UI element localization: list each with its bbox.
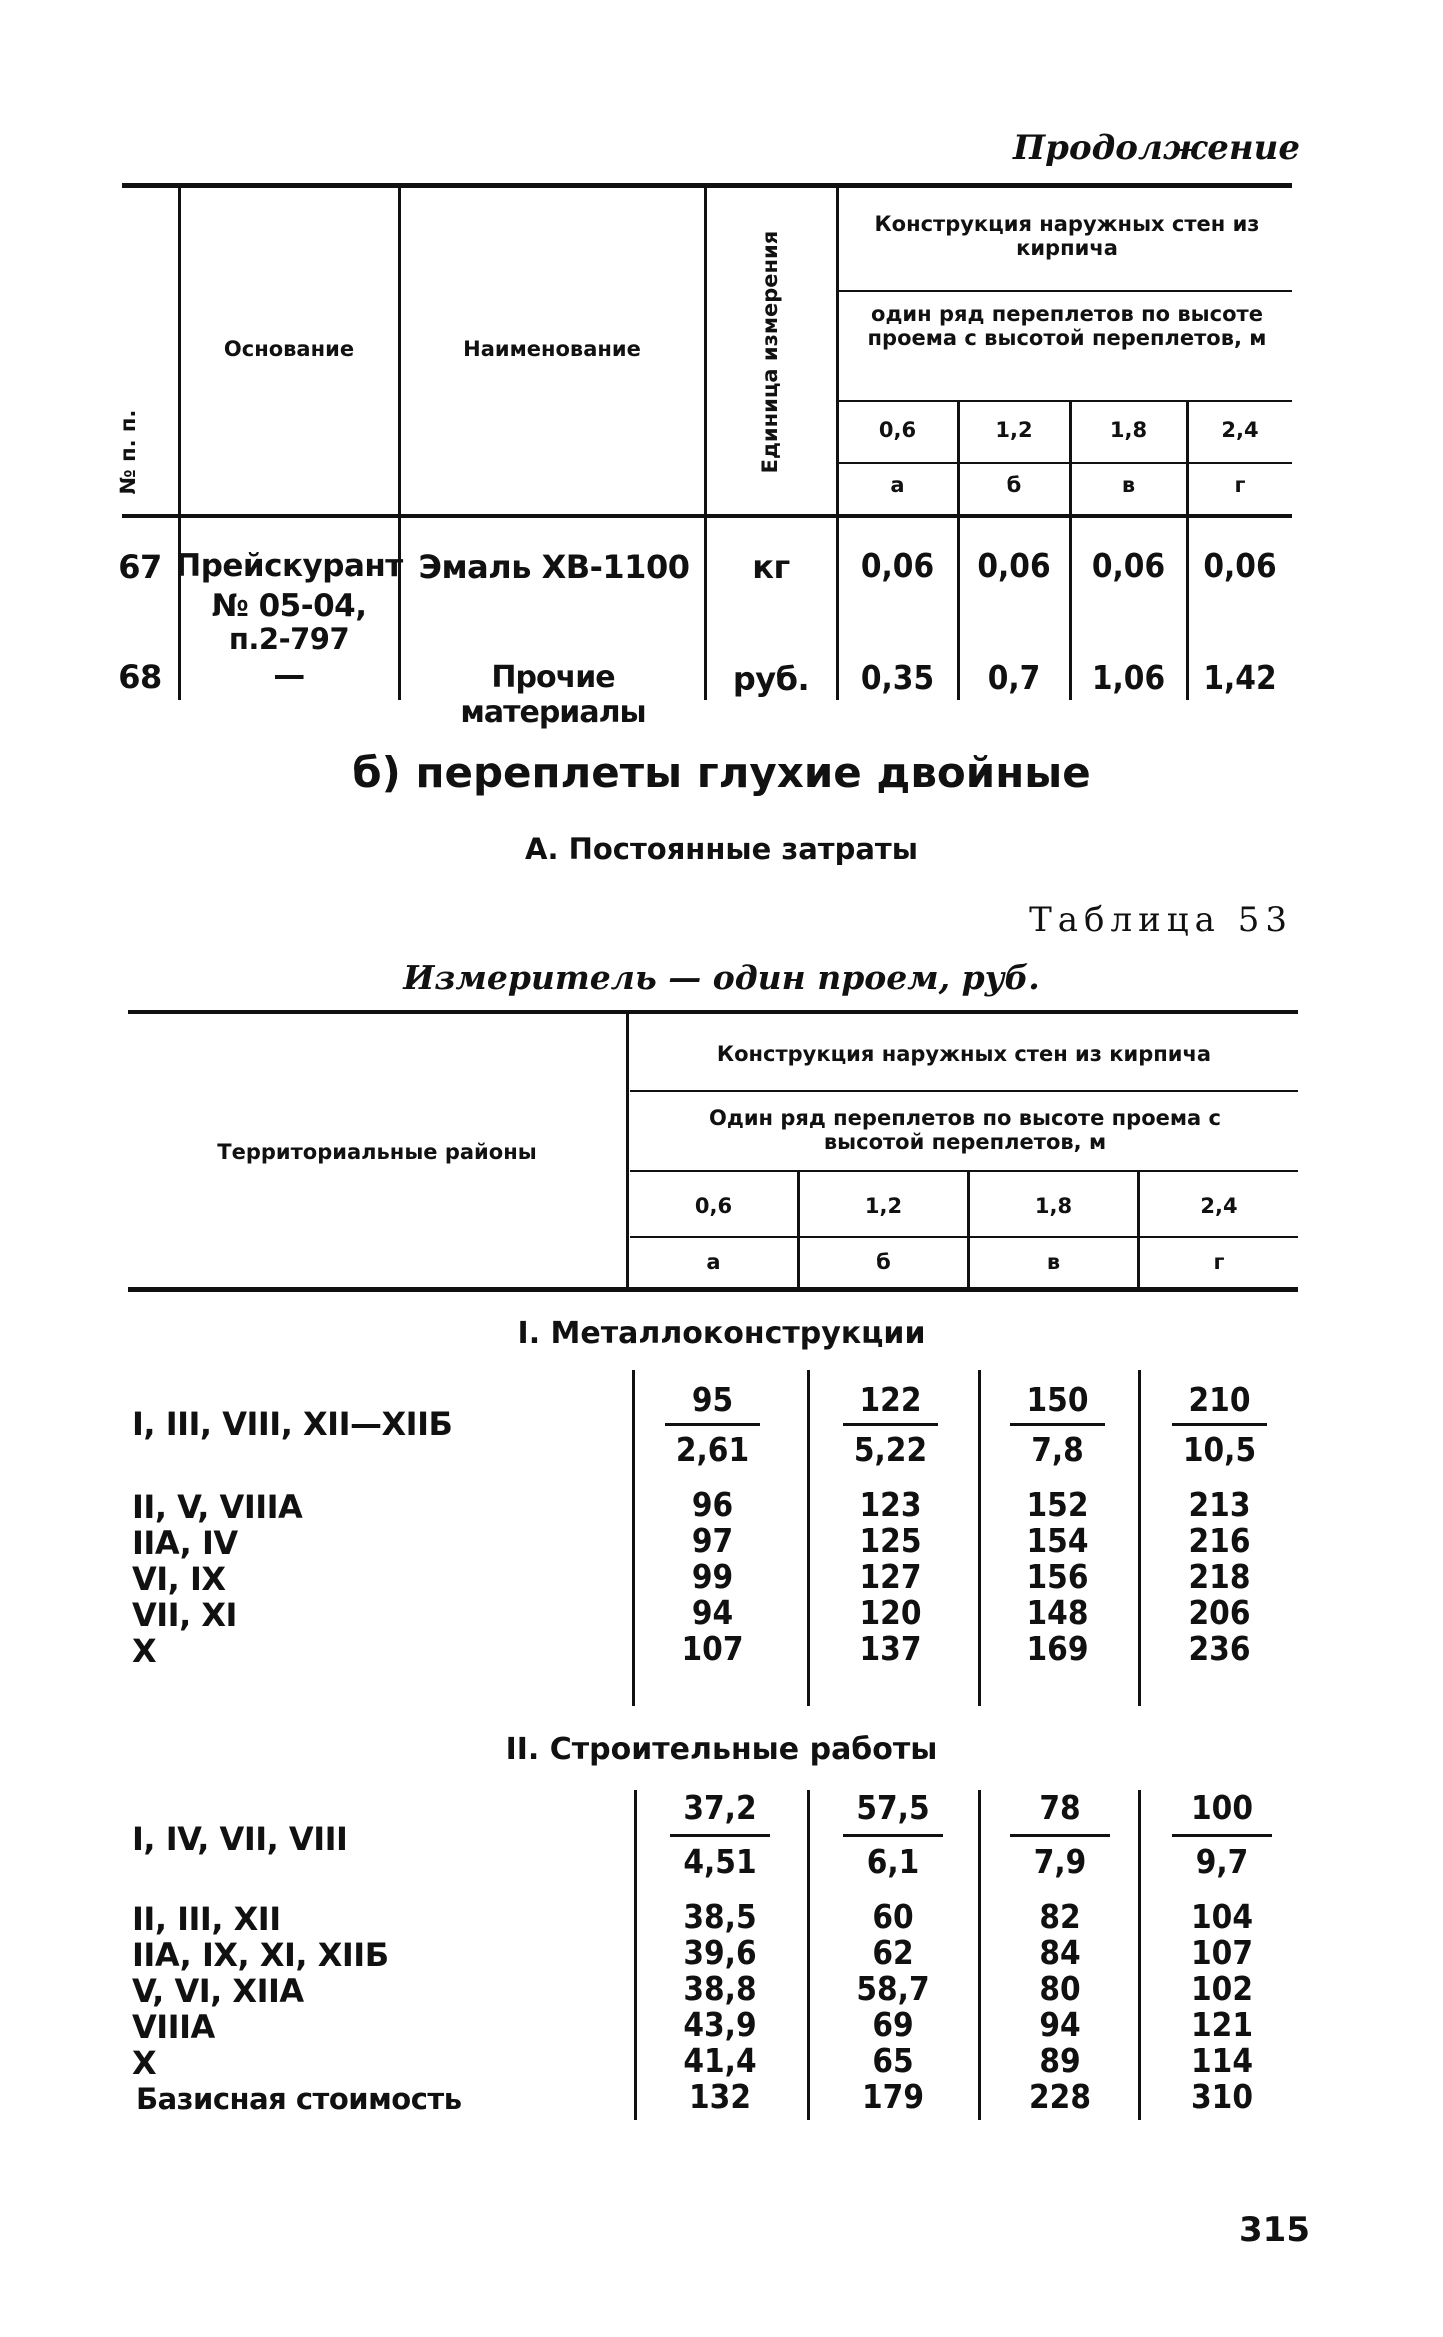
row-value: 38,8 xyxy=(683,1969,757,2008)
row-label: Базисная стоимость xyxy=(136,2082,462,2116)
header-letter-c: в xyxy=(1046,1250,1061,1274)
row-value: 96 xyxy=(691,1485,734,1524)
row-label: IIA, IV xyxy=(132,1524,238,1562)
row-value: 69 xyxy=(872,2005,914,2044)
row-name: Эмаль ХВ-1100 xyxy=(418,548,690,586)
header-letter-b: б xyxy=(876,1250,891,1274)
row-basis: п.2-797 xyxy=(228,622,350,656)
header-subgroup: Один ряд переплетов по высоте проема с высотой переплетов, м xyxy=(709,1106,1221,1155)
row-label: I, III, VIII, XII—XIIБ xyxy=(132,1405,453,1443)
continuation-label: Продолжение xyxy=(1013,128,1300,168)
numerator: 95 xyxy=(691,1380,734,1419)
row-num: 67 xyxy=(118,548,162,586)
numerator: 100 xyxy=(1191,1788,1253,1827)
row-value: 121 xyxy=(1191,2005,1253,2044)
row-value: 0,06 xyxy=(860,546,935,585)
row-value: 154 xyxy=(1026,1521,1089,1560)
row-value: 114 xyxy=(1191,2041,1253,2080)
row-value: 148 xyxy=(1026,1593,1089,1632)
numerator: 78 xyxy=(1039,1788,1081,1827)
row-basis: Прейскурант xyxy=(175,548,403,584)
header-name: Наименование xyxy=(463,337,641,361)
row-value: 0,7 xyxy=(987,658,1041,697)
row-value: 104 xyxy=(1191,1897,1253,1936)
header-height-a: 0,6 xyxy=(694,1194,733,1218)
header-group: Конструкция наружных стен из кирпича xyxy=(716,1042,1212,1066)
denominator: 9,7 xyxy=(1195,1842,1249,1881)
row-value: 0,06 xyxy=(1203,546,1277,585)
section-heading: II. Строительные работы xyxy=(505,1732,938,1767)
row-value: 120 xyxy=(859,1593,922,1632)
denominator: 10,5 xyxy=(1182,1430,1257,1469)
row-value: 39,6 xyxy=(683,1933,757,1972)
header-height-a: 0,6 xyxy=(878,418,917,442)
row-label: VII, XI xyxy=(132,1596,237,1634)
row-label: II, III, XII xyxy=(132,1900,281,1938)
row-label: VIIIA xyxy=(132,2008,215,2046)
row-value: 60 xyxy=(872,1897,914,1936)
row-value: 310 xyxy=(1191,2077,1253,2116)
header-unit: Единица измерения xyxy=(757,230,782,474)
row-value: 132 xyxy=(689,2077,751,2116)
row-unit: руб. xyxy=(732,660,810,698)
denominator: 5,22 xyxy=(853,1430,928,1469)
row-label: II, V, VIIIA xyxy=(132,1488,303,1526)
row-value: 43,9 xyxy=(683,2005,757,2044)
numerator: 210 xyxy=(1188,1380,1251,1419)
numerator: 57,5 xyxy=(856,1788,930,1827)
header-height-b: 1,2 xyxy=(995,418,1033,442)
row-value: 97 xyxy=(691,1521,734,1560)
row-basis: — xyxy=(273,656,305,694)
row-basis: № 05-04, xyxy=(211,588,367,624)
denominator: 7,8 xyxy=(1031,1430,1084,1469)
header-num: № п. п. xyxy=(115,409,140,495)
row-num: 68 xyxy=(118,658,162,696)
header-height-d: 2,4 xyxy=(1221,418,1259,442)
row-value: 38,5 xyxy=(683,1897,757,1936)
row-value: 0,06 xyxy=(1091,546,1166,585)
row-value: 206 xyxy=(1188,1593,1251,1632)
header-regions: Территориальные районы xyxy=(217,1140,537,1164)
header-subgroup: один ряд переплетов по высоте проема с высотой переплетов, м xyxy=(867,302,1267,351)
row-value: 216 xyxy=(1188,1521,1251,1560)
row-value: 179 xyxy=(862,2077,924,2116)
row-value: 156 xyxy=(1026,1557,1089,1596)
row-value: 84 xyxy=(1039,1933,1081,1972)
row-value: 228 xyxy=(1029,2077,1091,2116)
row-value: 107 xyxy=(681,1629,744,1668)
page-number: 315 xyxy=(1239,2210,1310,2250)
header-letter-a: а xyxy=(890,473,905,497)
section-title: б) переплеты глухие двойные xyxy=(352,748,1091,797)
row-value: 94 xyxy=(691,1593,734,1632)
row-value: 123 xyxy=(859,1485,922,1524)
row-value: 102 xyxy=(1191,1969,1253,2008)
header-height-c: 1,8 xyxy=(1034,1194,1073,1218)
row-label: X xyxy=(132,1632,157,1670)
row-value: 236 xyxy=(1188,1629,1251,1668)
row-value: 218 xyxy=(1188,1557,1251,1596)
header-height-c: 1,8 xyxy=(1109,418,1148,442)
header-height-b: 1,2 xyxy=(864,1194,903,1218)
row-value: 137 xyxy=(859,1629,922,1668)
numerator: 37,2 xyxy=(683,1788,757,1827)
row-value: 62 xyxy=(872,1933,914,1972)
row-label: X xyxy=(132,2044,157,2082)
row-value: 0,35 xyxy=(860,658,935,697)
row-unit: кг xyxy=(752,548,790,586)
numerator: 122 xyxy=(859,1380,922,1419)
row-value: 99 xyxy=(691,1557,734,1596)
row-value: 213 xyxy=(1188,1485,1251,1524)
header-letter-d: г xyxy=(1234,473,1246,497)
denominator: 2,61 xyxy=(675,1430,750,1469)
row-value: 152 xyxy=(1026,1485,1089,1524)
row-value: 80 xyxy=(1039,1969,1081,2008)
row-value: 82 xyxy=(1039,1897,1081,1936)
row-label: V, VI, XIIA xyxy=(132,1972,304,2010)
row-value: 94 xyxy=(1039,2005,1081,2044)
header-letter-c: в xyxy=(1121,473,1136,497)
row-value: 107 xyxy=(1191,1933,1253,1972)
section-heading: I. Металлоконструкции xyxy=(517,1316,926,1351)
denominator: 6,1 xyxy=(866,1842,920,1881)
row-value: 0,06 xyxy=(977,546,1051,585)
header-letter-a: а xyxy=(706,1250,721,1274)
row-name: Прочие материалы xyxy=(460,660,646,730)
row-value: 1,06 xyxy=(1091,658,1166,697)
header-letter-b: б xyxy=(1006,473,1022,497)
table-label: Таблица 53 xyxy=(1029,900,1293,940)
row-value: 1,42 xyxy=(1203,658,1277,697)
subsection-title: А. Постоянные затраты xyxy=(525,832,918,866)
denominator: 4,51 xyxy=(683,1842,757,1881)
row-value: 125 xyxy=(859,1521,922,1560)
row-value: 65 xyxy=(872,2041,914,2080)
row-value: 127 xyxy=(859,1557,922,1596)
header-basis: Основание xyxy=(223,337,355,361)
denominator: 7,9 xyxy=(1033,1842,1087,1881)
row-label: VI, IX xyxy=(132,1560,226,1598)
row-label: I, IV, VII, VIII xyxy=(132,1820,348,1858)
row-value: 58,7 xyxy=(856,1969,930,2008)
measure-label: Измеритель — один проем, руб. xyxy=(403,958,1040,997)
row-value: 89 xyxy=(1039,2041,1081,2080)
header-letter-d: г xyxy=(1213,1250,1225,1274)
row-value: 41,4 xyxy=(683,2041,757,2080)
header-group: Конструкция наружных стен из кирпича xyxy=(874,212,1260,261)
header-height-d: 2,4 xyxy=(1200,1194,1238,1218)
row-label: IIA, IX, XI, XIIБ xyxy=(132,1936,389,1974)
row-value: 169 xyxy=(1026,1629,1089,1668)
numerator: 150 xyxy=(1026,1380,1089,1419)
